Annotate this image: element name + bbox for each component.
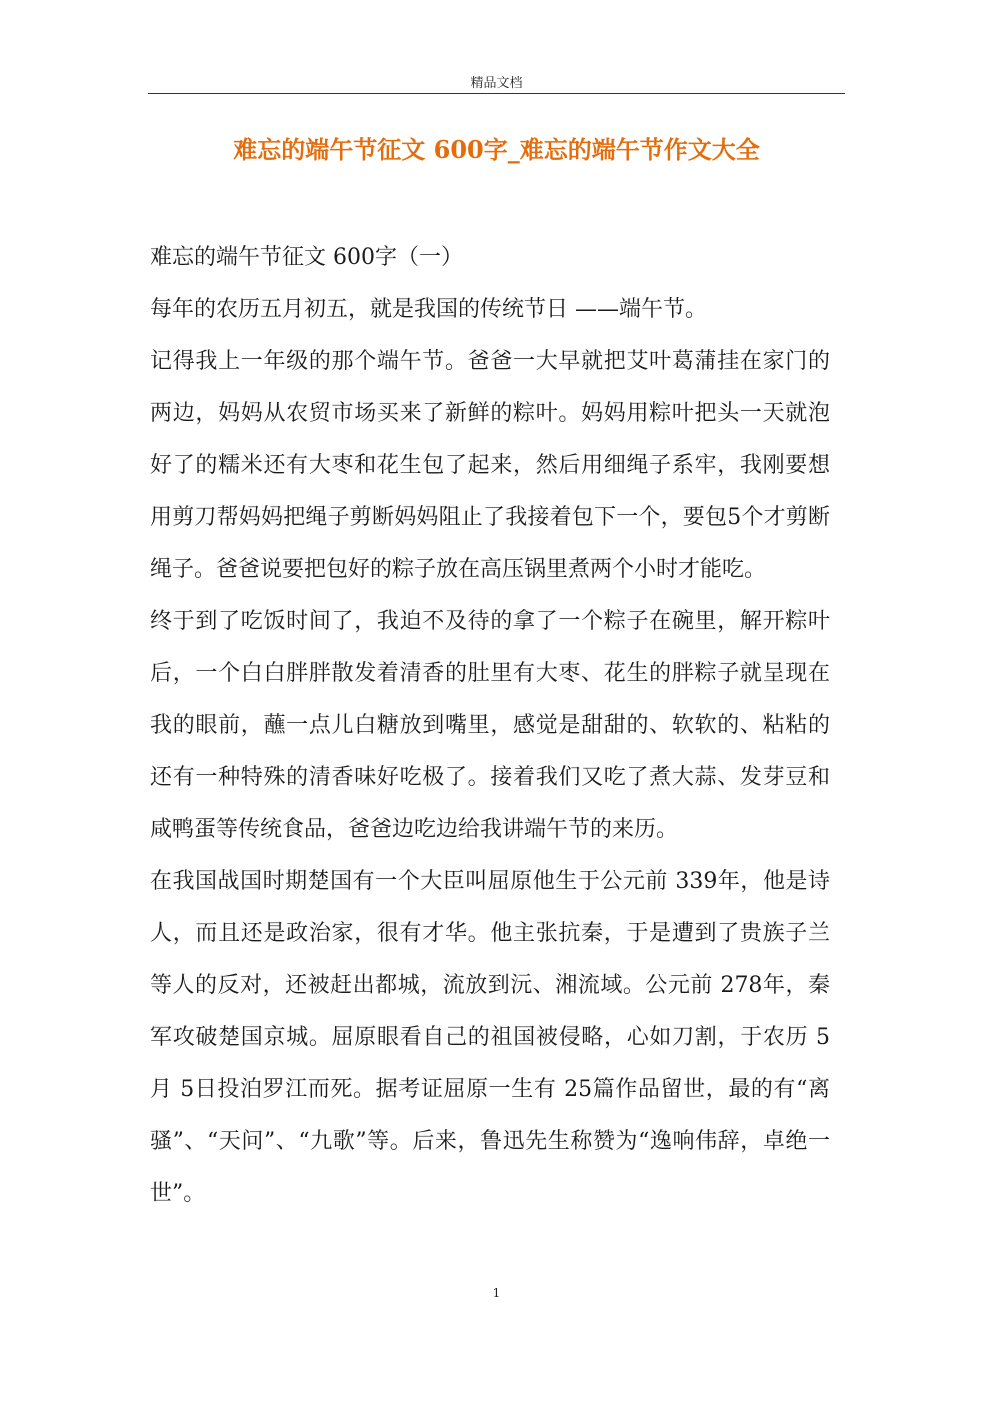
paragraph: 每年的农历五月初五，就是我国的传统节日 ——端午节。 [150,297,707,322]
paragraph: 记得我上一年级的那个端午节。爸爸一大早就把艾叶葛蒲挂在家门的两边，妈妈从农贸市场买来了新鲜的粽叶。妈妈用粽叶把头一天就泡好了的糯米还有大枣和花生包了起来，然后用细绳子系牢，我刚要想用剪刀帮妈妈把绳子剪断妈妈阻止了我接着包下一个，要包5个才剪断绳子。爸爸说要把包好的粽子放在高压锅里煮两个小时才能吃。 [150,349,830,582]
section-heading: 难忘的端午节征文 600字（一） [150,245,463,270]
paragraph: 在我国战国时期楚国有一个大臣叫屈原他生于公元前 339年，他是诗人，而且还是政治家，很有才华。他主张抗秦，于是遭到了贵族子兰等人的反对，还被赶出都城，流放到沅、湘流域。公元前 278年，秦军攻破楚国京城。屈原眼看自己的祖国被侵略，心如刀割，于农历 5月 5日投泊罗江而死。据考证屈原一生有 25篇作品留世，最的有“离骚”、“天问”、“九歌”等。后来，鲁迅先生称赞为“逸响伟辞，卓绝一世”。 [150,869,830,1206]
document-body [150,232,830,1220]
document-title: 难忘的端午节征文 600字_难忘的端午节作文大全 [233,135,760,164]
page-number: 1 [492,1286,501,1300]
header-divider [148,93,845,94]
header-label: 精品文档 [470,76,523,91]
paragraph: 终于到了吃饭时间了，我迫不及待的拿了一个粽子在碗里，解开粽叶后，一个白白胖胖散发着清香的肚里有大枣、花生的胖粽子就呈现在我的眼前，蘸一点儿白糖放到嘴里，感觉是甜甜的、软软的、粘粘的还有一种特殊的清香味好吃极了。接着我们又吃了煮大蒜、发芽豆和咸鸭蛋等传统食品，爸爸边吃边给我讲端午节的来历。 [150,609,830,842]
